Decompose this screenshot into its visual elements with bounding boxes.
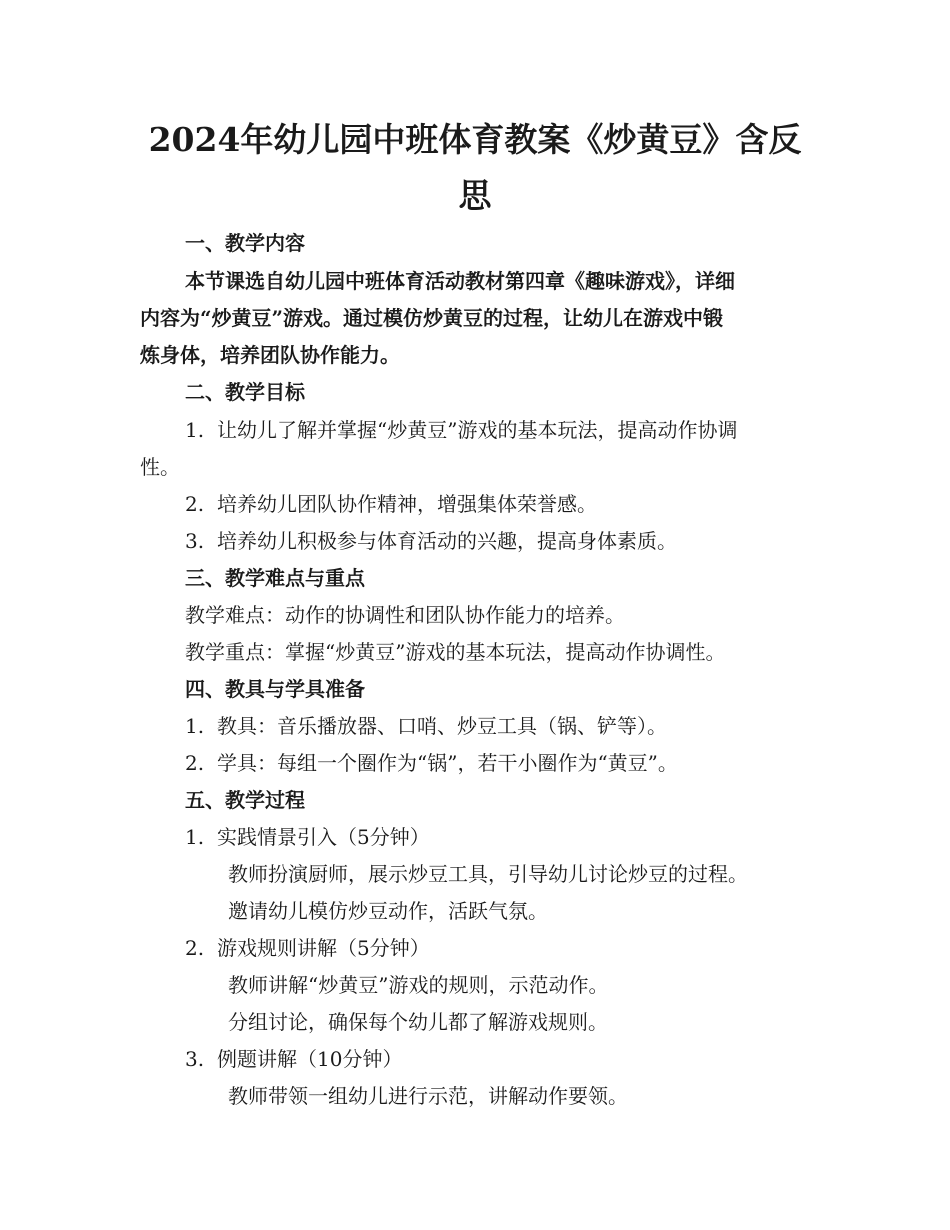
s5-step-3: [185, 1045, 402, 1073]
s2-item-1: [185, 416, 737, 444]
s5-step-1-text: 实践情景引入（5分钟）: [217, 825, 430, 849]
s5-step-3-sub-1: 教师带领一组幼儿进行示范，讲解动作要领。: [228, 1084, 628, 1108]
s2-item-1-number: 1.: [185, 418, 205, 442]
title-line-2: 思: [458, 176, 492, 215]
title-line-1: 2024年幼儿园中班体育教案《炒黄豆》含反: [148, 120, 802, 159]
section-1-heading: 一、教学内容: [185, 231, 305, 255]
s5-step-1-sub-2: 邀请幼儿模仿炒豆动作，活跃气氛。: [228, 899, 548, 923]
s2-item-3-text: 培养幼儿积极参与体育活动的兴趣，提高身体素质。: [217, 529, 677, 553]
s5-step-1: [185, 823, 430, 851]
section-4-heading: 四、教具与学具准备: [185, 677, 365, 701]
s3-difficulty-line: 教学难点：动作的协调性和团队协作能力的培养。: [185, 603, 625, 627]
s4-item-2: [185, 749, 678, 777]
section-2-heading: 二、教学目标: [185, 380, 305, 404]
s2-item-3-number: 3.: [185, 529, 205, 553]
s1-paragraph-line-1: 本节课选自幼儿园中班体育活动教材第四章《趣味游戏》，详细: [185, 269, 735, 293]
s5-step-2-text: 游戏规则讲解（5分钟）: [217, 936, 430, 960]
section-3-heading: 三、教学难点与重点: [185, 566, 365, 590]
s5-step-2-sub-1: 教师讲解“炒黄豆”游戏的规则，示范动作。: [228, 973, 609, 997]
s1-paragraph-line-3: 炼身体，培养团队协作能力。: [140, 343, 400, 367]
s2-item-3: [185, 527, 677, 555]
s5-step-1-number: 1.: [185, 825, 205, 849]
s4-item-1-number: 1.: [185, 714, 205, 738]
s5-step-2-number: 2.: [185, 936, 205, 960]
s5-step-1-sub-1: 教师扮演厨师，展示炒豆工具，引导幼儿讨论炒豆的过程。: [228, 862, 748, 886]
s4-item-1: [185, 712, 667, 740]
s2-item-1-text: 让幼儿了解并掌握“炒黄豆”游戏的基本玩法，提高动作协调: [217, 418, 738, 442]
section-5-heading: 五、教学过程: [185, 788, 305, 812]
s5-step-3-text: 例题讲解（10分钟）: [217, 1047, 403, 1071]
s4-item-2-text: 学具：每组一个圈作为“锅”，若干小圈作为“黄豆”。: [217, 751, 678, 775]
s2-item-1-continuation: 性。: [140, 455, 180, 479]
s3-key-point-line: 教学重点：掌握“炒黄豆”游戏的基本玩法，提高动作协调性。: [185, 640, 726, 664]
s5-step-3-number: 3.: [185, 1047, 205, 1071]
s1-paragraph-line-2: 内容为“炒黄豆”游戏。通过模仿炒黄豆的过程，让幼儿在游戏中锻: [140, 306, 724, 330]
s4-item-1-text: 教具：音乐播放器、口哨、炒豆工具（锅、铲等）。: [217, 714, 667, 738]
s4-item-2-number: 2.: [185, 751, 205, 775]
s2-item-2-text: 培养幼儿团队协作精神，增强集体荣誉感。: [217, 492, 597, 516]
s5-step-2: [185, 934, 430, 962]
s5-step-2-sub-2: 分组讨论，确保每个幼儿都了解游戏规则。: [228, 1010, 608, 1034]
s2-item-2-number: 2.: [185, 492, 205, 516]
document-title: [140, 112, 810, 224]
s2-item-2: [185, 490, 597, 518]
